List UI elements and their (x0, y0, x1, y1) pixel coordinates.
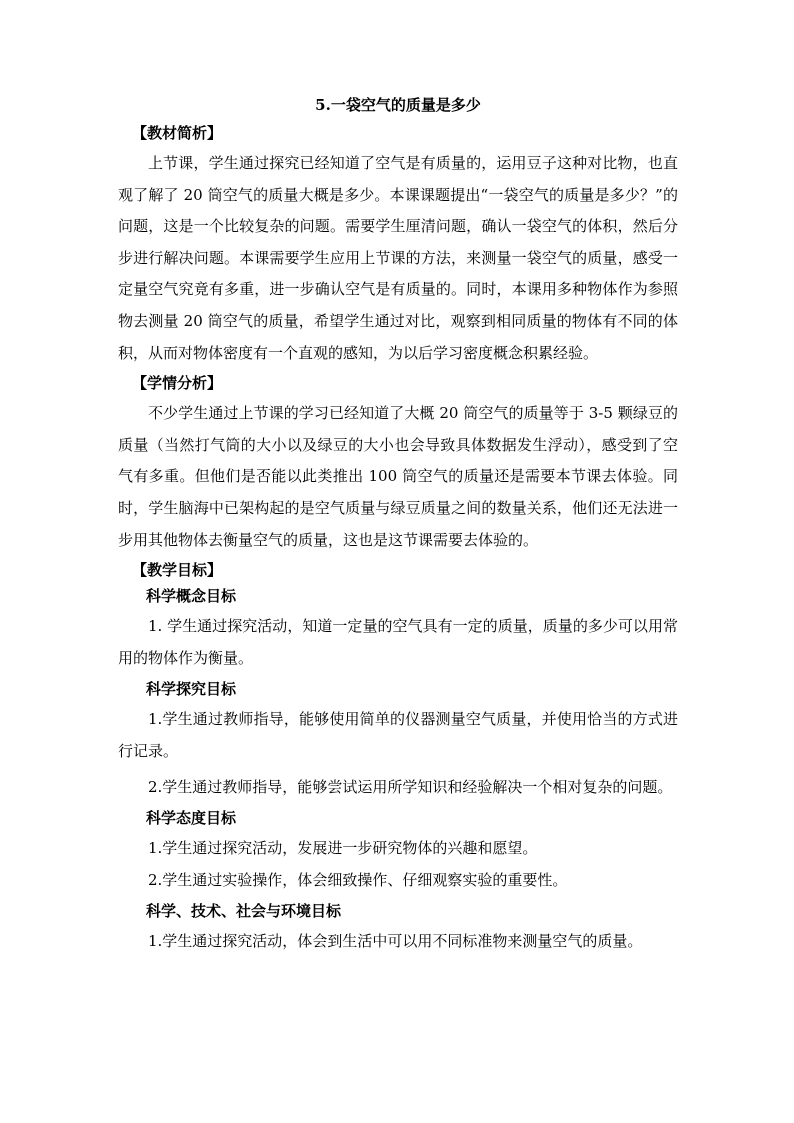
heading-concept-goals: 科学概念目标 (146, 587, 237, 606)
document-page (118, 94, 678, 958)
heading-attitude-goals: 科学态度目标 (146, 809, 237, 828)
heading-stse-goals: 科学、技术、社会与环境目标 (146, 902, 342, 921)
paragraph-attitude-goal-2: 2.学生通过实验操作，体会细致操作、仔细观察实验的重要性。 (148, 870, 568, 889)
heading-textbook-analysis: 【教材简析】 (132, 124, 223, 142)
heading-inquiry-goals: 科学探究目标 (146, 680, 237, 699)
paragraph-attitude-goal-1: 1.学生通过探究活动，发展进一步研究物体的兴趣和愿望。 (148, 839, 538, 858)
paragraph-concept-goal-1: 1. 学生通过探究活动，知道一定量的空气具有一定的质量，质量的多少可以用常用的物体作为衡量。 (118, 617, 678, 667)
heading-learner-analysis: 【学情分析】 (132, 374, 223, 393)
document-title: 5.一袋空气的质量是多少 (315, 96, 481, 114)
paragraph-learner-analysis: 不少学生通过上节课的学习已经知道了大概 20 筒空气的质量等于 3-5 颗绿豆的质量（当然打气筒的大小以及绿豆的大小也会导致具体数据发生浮动），感受到了空气有多重。但他们是否能以此类推出 100 筒空气的质量还是需要本节课去体验。同时，学生脑海中已架构起的是空气质量与绿豆质量之间的数量关系，他们还无法进一步用其他物体去衡量空气的质量，这也是这节课需要去体验的。 (118, 404, 678, 549)
paragraph-stse-goal-1: 1.学生通过探究活动，体会到生活中可以用不同标准物来测量空气的质量。 (148, 932, 643, 951)
paragraph-inquiry-goal-1: 1.学生通过教师指导，能够使用简单的仪器测量空气质量，并使用恰当的方式进行记录。 (118, 710, 678, 760)
heading-teaching-goals: 【教学目标】 (132, 561, 223, 580)
paragraph-inquiry-goal-2: 2.学生通过教师指导，能够尝试运用所学知识和经验解决一个相对复杂的问题。 (148, 777, 673, 796)
paragraph-textbook-analysis: 上节课，学生通过探究已经知道了空气是有质量的，运用豆子这种对比物，也直观了解了 20 筒空气的质量大概是多少。本课课题提出“一袋空气的质量是多少？”的问题，这是一个比较复杂的问题。需要学生厘清问题，确认一袋空气的体积，然后分步进行解决问题。本课需要学生应用上节课的方法，来测量一袋空气的质量，感受一定量空气究竟有多重，进一步确认空气是有质量的。同时，本课用多种物体作为参照物去测量 20 筒空气的质量，希望学生通过对比，观察到相同质量的物体有不同的体积，从而对物体密度有一个直观的感知，为以后学习密度概念积累经验。 (118, 154, 678, 362)
